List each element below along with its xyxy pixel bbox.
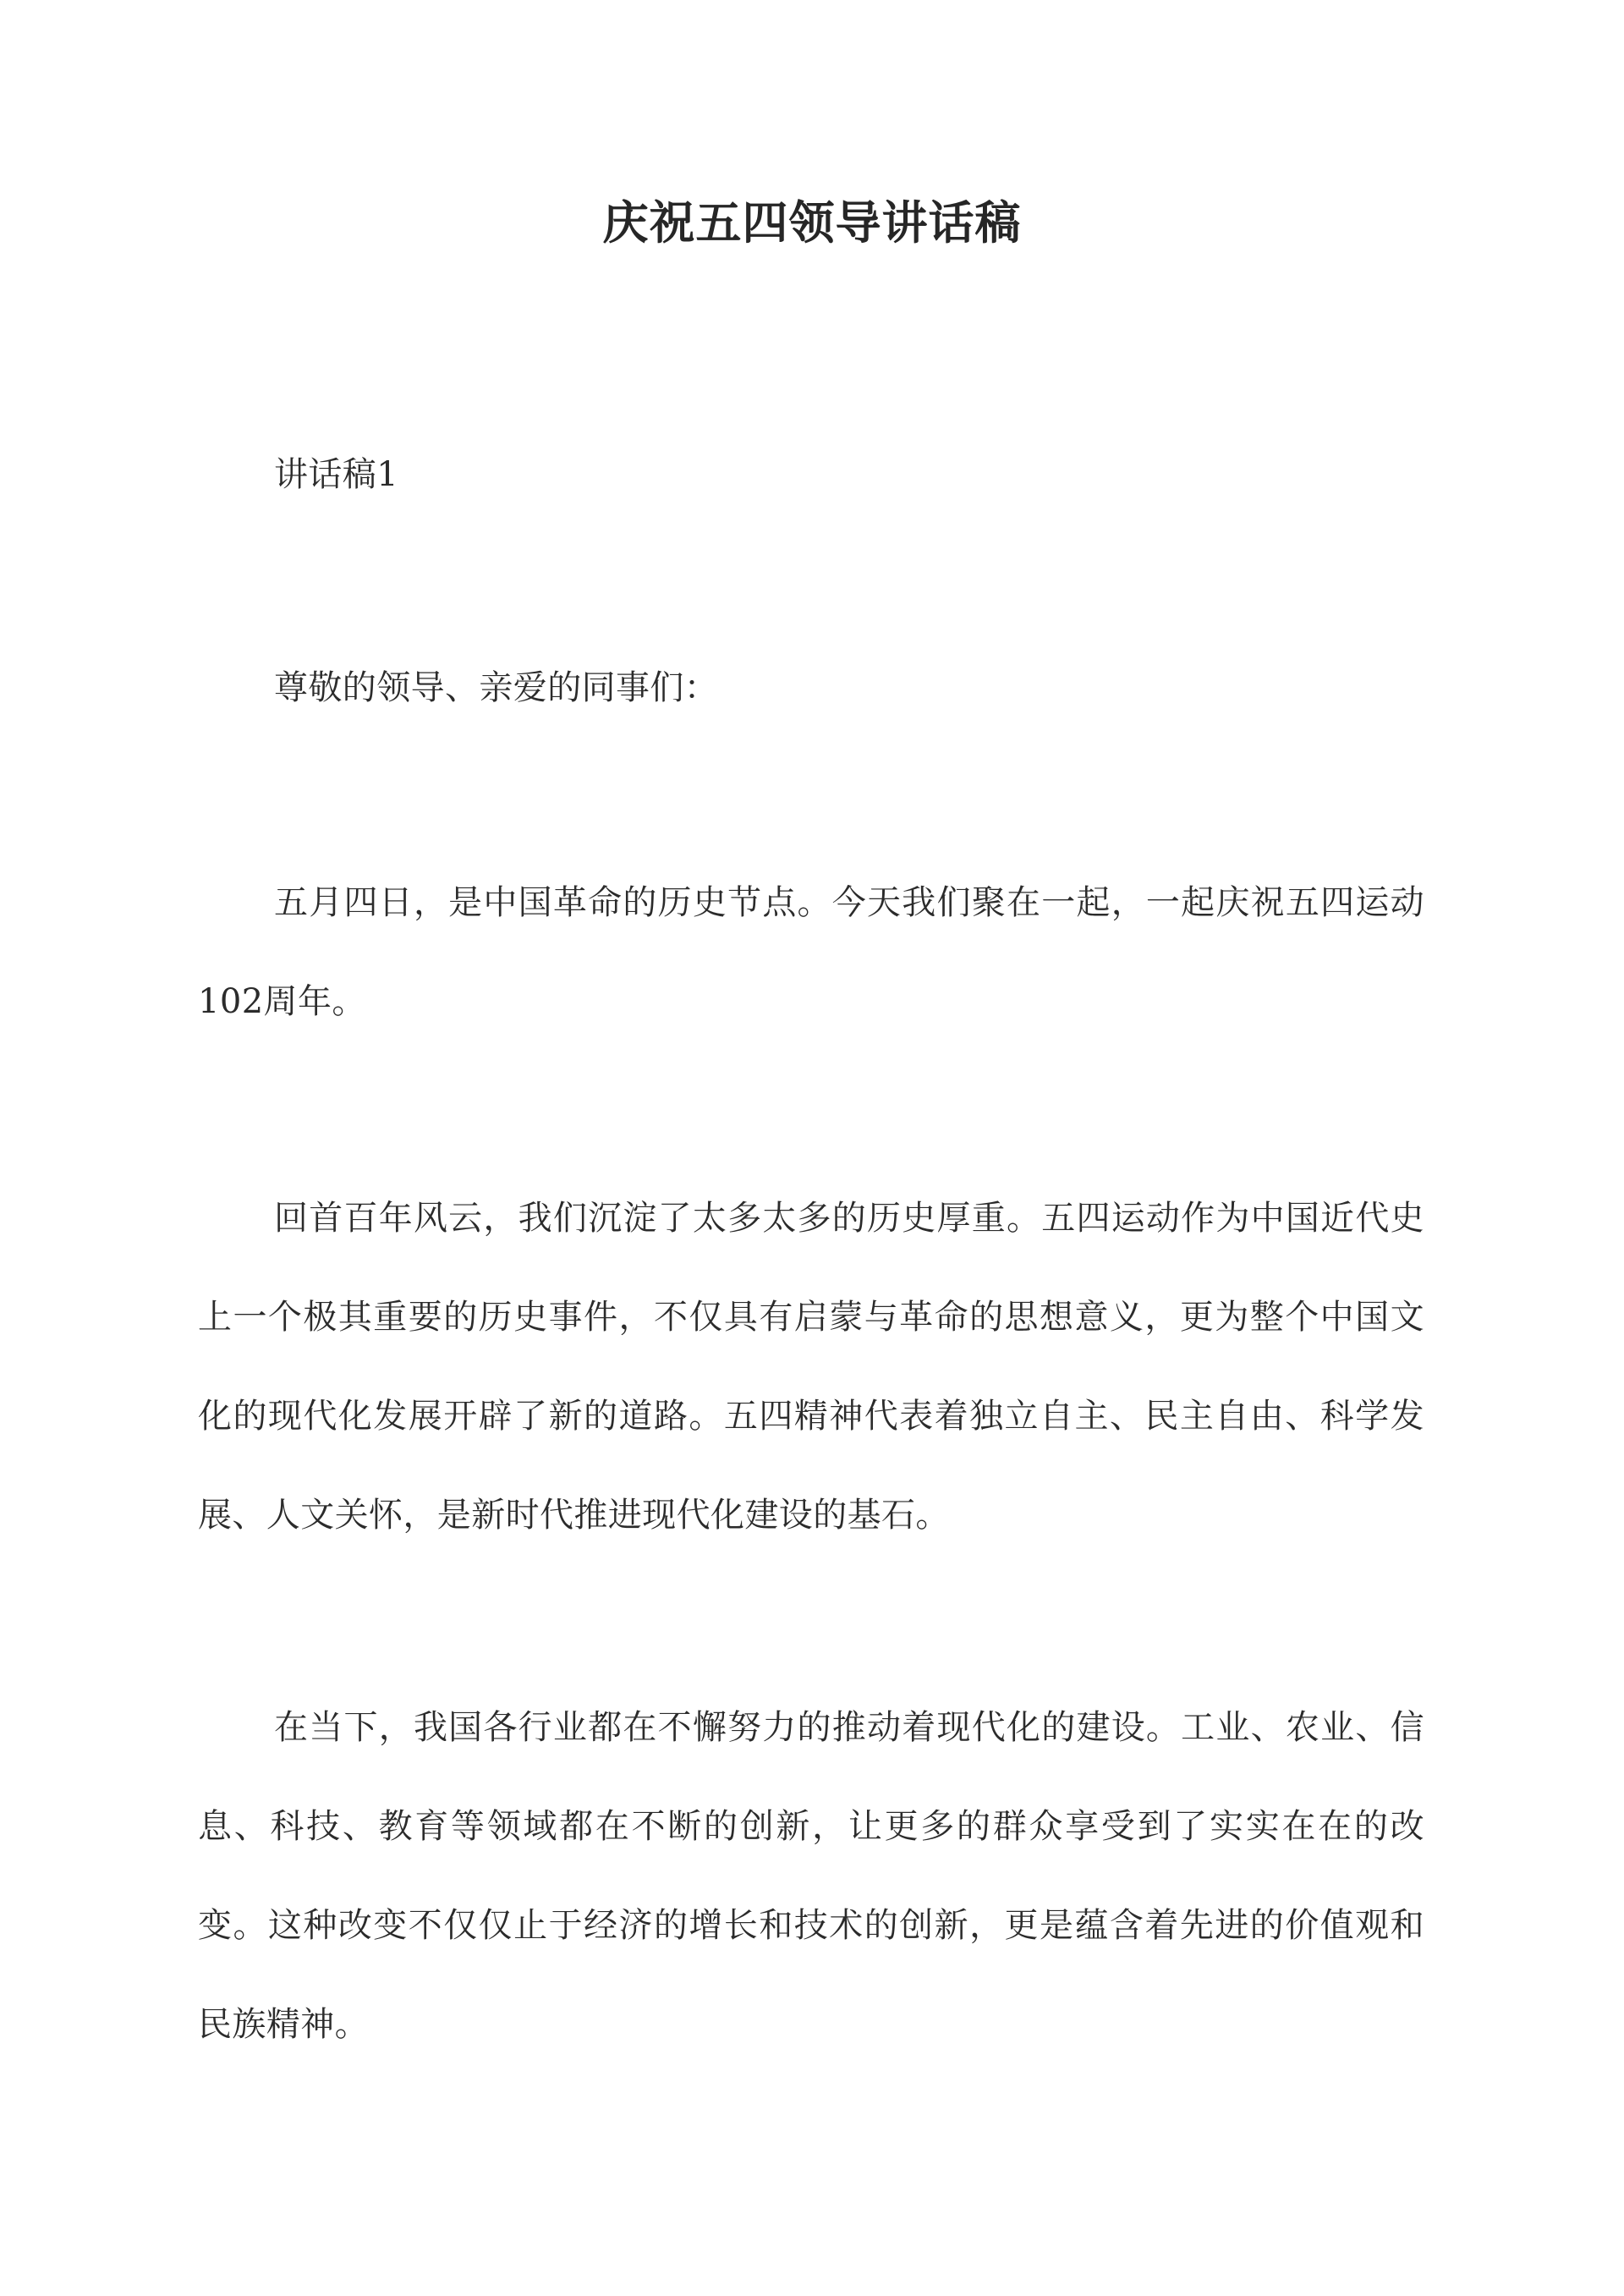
section-heading: 讲话稿1: [274, 455, 399, 494]
paragraph: 五月四日，是中国革命的历史节点。今天我们聚在一起，一起庆祝五四运动102周年。: [198, 883, 1424, 1021]
paragraph: 回首百年风云，我们沉淀了太多太多的历史厚重。五四运动作为中国近代史上一个极其重要的历史事件，不仅具有启蒙与革命的思想意义，更为整个中国文化的现代化发展开辟了新的道路。五四精神代表着独立自主、民主自由、科学发展、人文关怀，是新时代推进现代化建设的基石。: [198, 1199, 1424, 1535]
greeting-line: 尊敬的领导、亲爱的同事们：: [274, 668, 719, 707]
document-title: 庆祝五四领导讲话稿: [602, 195, 1022, 250]
paragraph: 在当下，我国各行业都在不懈努力的推动着现代化的建设。工业、农业、信息、科技、教育等领域都在不断的创新，让更多的群众享受到了实实在在的改变。这种改变不仅仅止于经济的增长和技术的创新，更是蕴含着先进的价值观和民族精神。: [198, 1708, 1424, 2044]
